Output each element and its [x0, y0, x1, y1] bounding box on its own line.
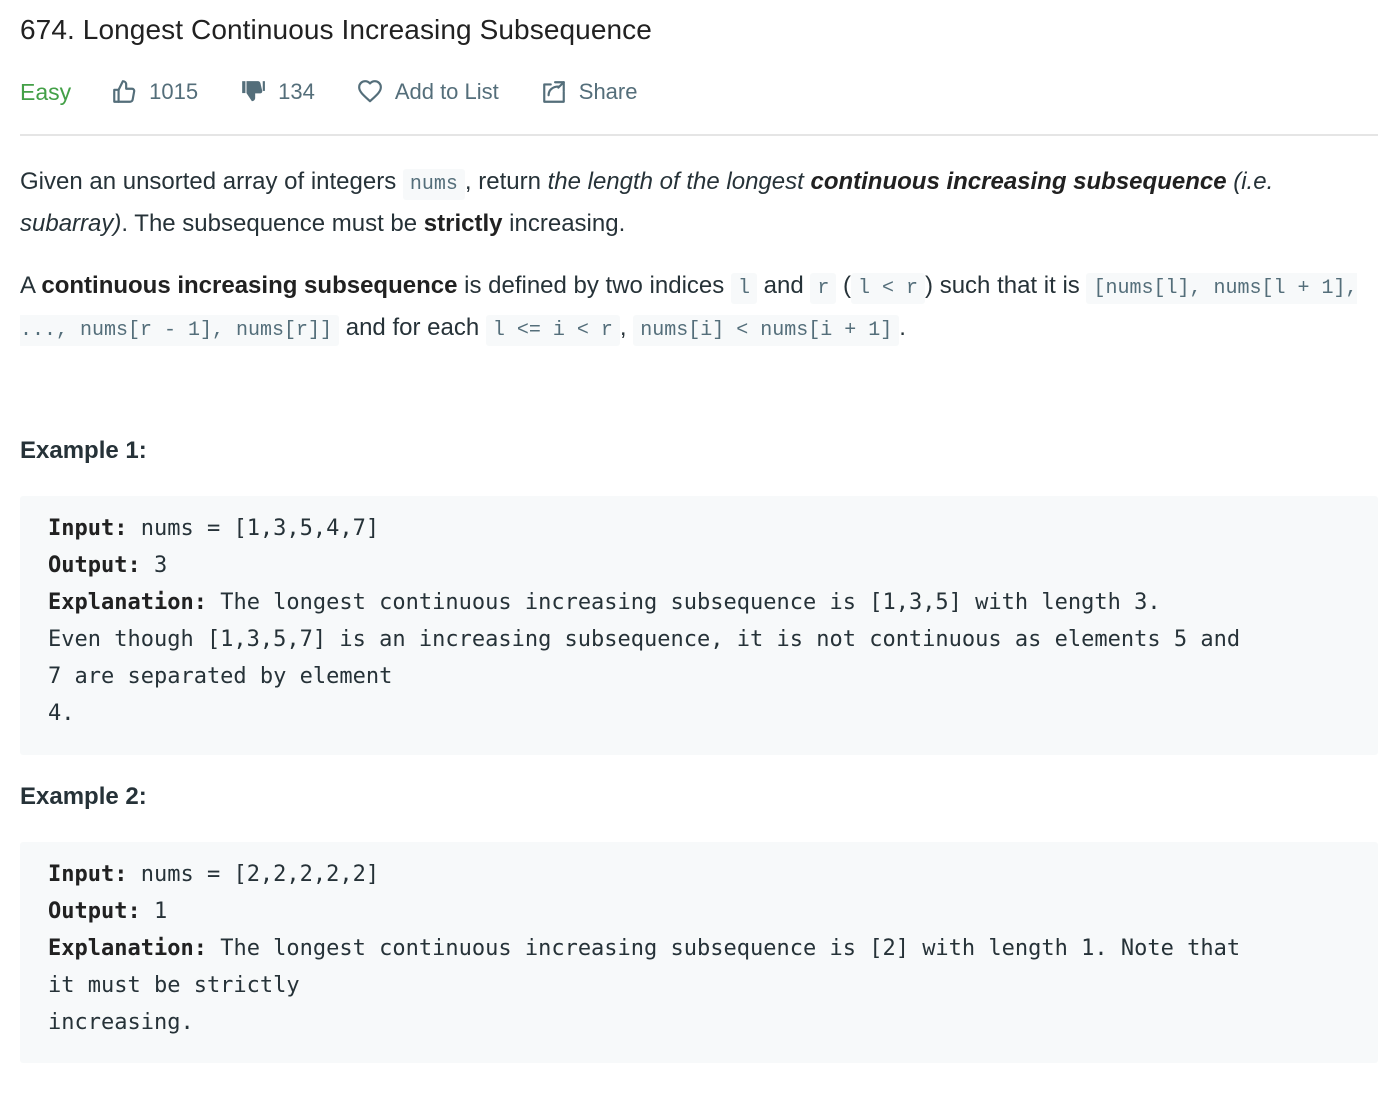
emphasis-text: the length of the longest — [547, 168, 811, 195]
input-label: Input: — [48, 862, 128, 887]
example-1-title: Example 1: — [20, 437, 147, 464]
inline-code: l — [731, 273, 757, 304]
strong-text: strictly — [423, 210, 503, 237]
inline-code: r — [810, 273, 836, 304]
emphasis-text: (i.e. subarray) — [20, 168, 1274, 237]
output-label: Output: — [48, 899, 141, 924]
description-paragraph-1: Given an unsorted array of integers nums , return the length of the longest continuous increasing subsequence (i.e. subarray). The subsequence must be strictly increasing. — [20, 168, 1274, 237]
problem-meta-bar — [20, 72, 679, 112]
inline-code: l <= i < r — [486, 315, 620, 346]
strong-text: continuous increasing subsequence — [41, 272, 458, 299]
add-to-list-label: Add to List — [394, 79, 499, 104]
share-label: Share — [578, 79, 638, 104]
explanation-text: Even though [1,3,5,7] is an increasing subsequence, it is not continuous as elements 5 and — [48, 627, 1241, 652]
inline-code: [nums[l], nums[l + 1], ..., nums[r - 1], nums[r]] — [20, 273, 1357, 346]
output-value: 3 — [140, 553, 168, 578]
input-label: Input: — [48, 516, 128, 541]
explanation-label: Explanation: — [48, 590, 207, 615]
input-value: nums = [1,3,5,4,7] — [127, 516, 380, 541]
problem-title: 674. Longest Continuous Increasing Subsequence — [20, 14, 652, 45]
explanation-text: increasing. — [48, 1010, 194, 1035]
explanation-text: The longest continuous increasing subsequence is [1,3,5] with length 3. — [206, 590, 1161, 615]
description-paragraph-2: A continuous increasing subsequence is defined by two indices l and r ( l < r ) such that it is [nums[l], nums[l + 1], ..., nums[r - 1], nums[r]] and for each l <= i < r , nums[i] < nums[i + 1] . — [20, 266, 1380, 350]
example-2-title: Example 2: — [20, 783, 147, 810]
thumbs-down-icon — [240, 79, 266, 105]
share-icon — [541, 79, 567, 105]
dislike-button[interactable] — [240, 79, 315, 105]
output-label: Output: — [48, 553, 141, 578]
explanation-text: The longest continuous increasing subsequence is [2] with length 1. Note that — [206, 936, 1241, 961]
strong-emphasis-text: continuous increasing subsequence — [810, 168, 1227, 195]
input-value: nums = [2,2,2,2,2] — [127, 862, 380, 887]
dislike-count: 134 — [278, 79, 315, 104]
difficulty-badge: Easy — [20, 78, 72, 105]
share-button[interactable] — [541, 79, 638, 105]
inline-code: nums[i] < nums[i + 1] — [633, 315, 899, 346]
inline-code: nums — [403, 169, 465, 200]
add-to-list-button[interactable] — [357, 79, 499, 105]
explanation-text: 7 are separated by element — [48, 664, 393, 689]
explanation-label: Explanation: — [48, 936, 207, 961]
inline-code: l < r — [851, 273, 925, 304]
output-value: 1 — [140, 899, 168, 924]
like-count: 1015 — [149, 79, 199, 104]
thumbs-up-icon — [111, 79, 137, 105]
explanation-text: it must be strictly — [48, 973, 300, 998]
heart-icon — [357, 79, 383, 105]
example-2-block — [20, 842, 1378, 1063]
explanation-text: 4. — [48, 701, 75, 726]
header-divider — [20, 134, 1378, 136]
like-button[interactable] — [111, 79, 198, 105]
example-1-block — [20, 496, 1378, 755]
